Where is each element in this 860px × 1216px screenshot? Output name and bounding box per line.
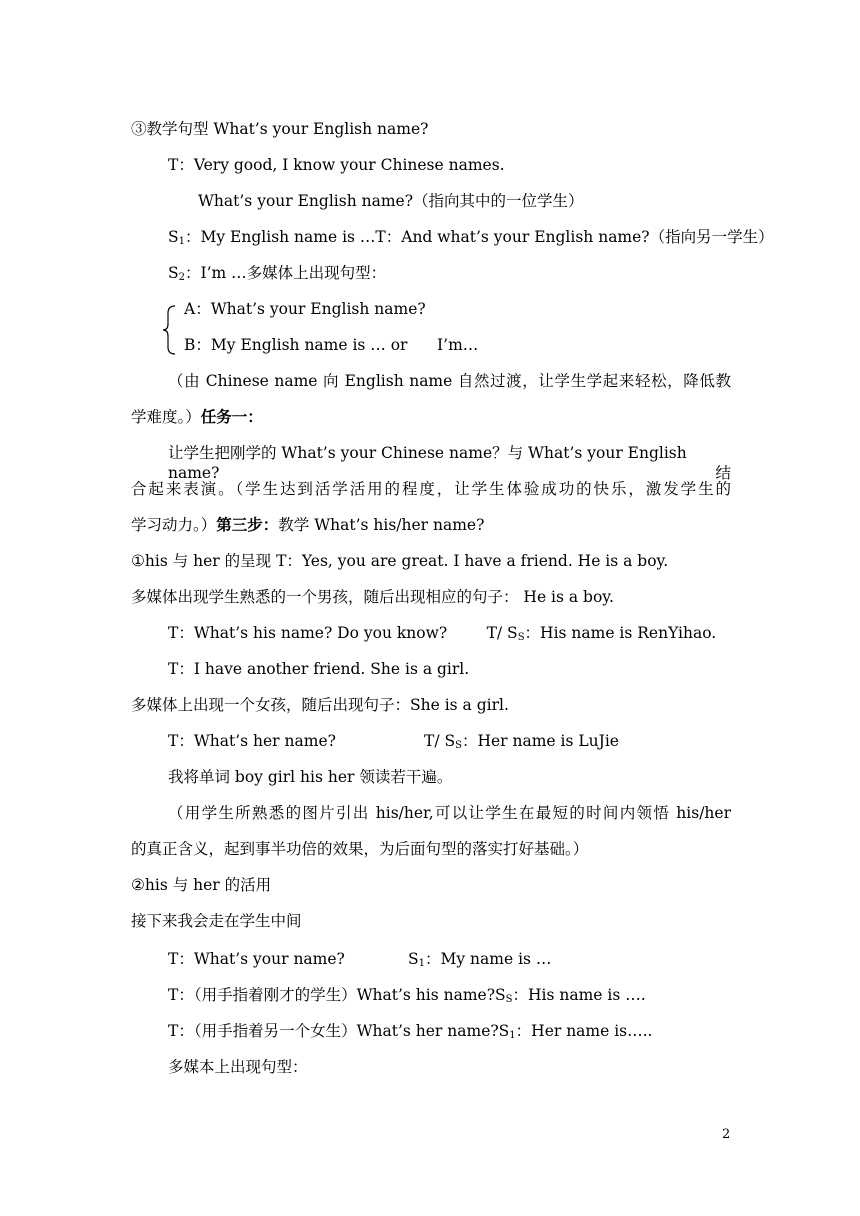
text-line: T：（用手指着另一个女生）What’s her $name?S_1$：Her name is…..	[168, 1022, 653, 1041]
dialogue-line-b: B：My English name is … or I’m…	[184, 336, 479, 354]
text-line: 学难度。）任务一：	[131, 407, 263, 426]
text-line: T：Very good, I know your Chinese names.	[168, 156, 505, 174]
text-line: T：What’s her name?	[168, 732, 336, 750]
text-line: 让学生把刚学的 What’s your Chinese name？与 What’s your English name?结	[168, 444, 731, 482]
task-heading: 任务一：	[200, 407, 263, 426]
text-line: $S_1$：My name is …	[408, 950, 552, 969]
text-line: 学习动力。）第三步：教学 What’s his/her name?	[131, 515, 485, 534]
text-line: T/ $S_S$：Her name is LuJie	[424, 732, 619, 751]
text-line: （由 Chinese name 向 English name 自然过渡，让学生学起来轻松，降低教	[168, 372, 731, 390]
section-heading-3: ③教学句型 What’s your English name?	[131, 120, 429, 138]
text-line: $S_2$：I’m …多媒体上出现句型：	[168, 264, 387, 283]
text-line: 多媒体出现学生熟悉的一个男孩，随后出现相应的句子： He is a boy.	[131, 588, 614, 606]
text-line: What’s your English name?（指向其中的一位学生）	[198, 192, 584, 210]
curly-brace-icon	[160, 305, 180, 355]
text-line: 合起来表演。（学生达到活学活用的程度，让学生体验成功的快乐，激发学生的	[131, 480, 731, 498]
text-line: 多媒本上出现句型：	[168, 1058, 308, 1076]
dialogue-line-a: A：What’s your English name?	[184, 300, 426, 318]
step-heading: 第三步：	[216, 515, 279, 534]
text-line: 多媒体上出现一个女孩，随后出现句子：She is a girl.	[131, 696, 509, 714]
text-line: 的真正含义，起到事半功倍的效果，为后面句型的落实打好基础。）	[131, 840, 589, 858]
text-line: T：（用手指着刚才的学生）What’s his $name?S_S$：His name is ….	[168, 986, 646, 1005]
text-line: T：I have another friend. She is a girl.	[168, 660, 470, 678]
text-line: T：What’s his name? Do you know? T/ $S_S$：His name is RenYihao.	[168, 624, 717, 643]
section-heading-2: ②his 与 her 的活用	[131, 876, 272, 894]
text-line: 接下来我会走在学生中间	[131, 912, 302, 930]
text-line: $S_1$：My English name is …T：And what’s your English name?（指向另一学生）	[168, 228, 774, 247]
text-line: 我将单词 boy girl his her 领读若干遍。	[168, 768, 453, 786]
text-line: T：What’s your name?	[168, 950, 345, 968]
text-line: （用学生所熟悉的图片引出 his/her,可以让学生在最短的时间内领悟 his/her	[168, 804, 731, 822]
text-line: ①his 与 her 的呈现 T：Yes, you are great. I have a friend. He is a boy.	[131, 552, 669, 570]
page-number: 2	[722, 1127, 731, 1142]
